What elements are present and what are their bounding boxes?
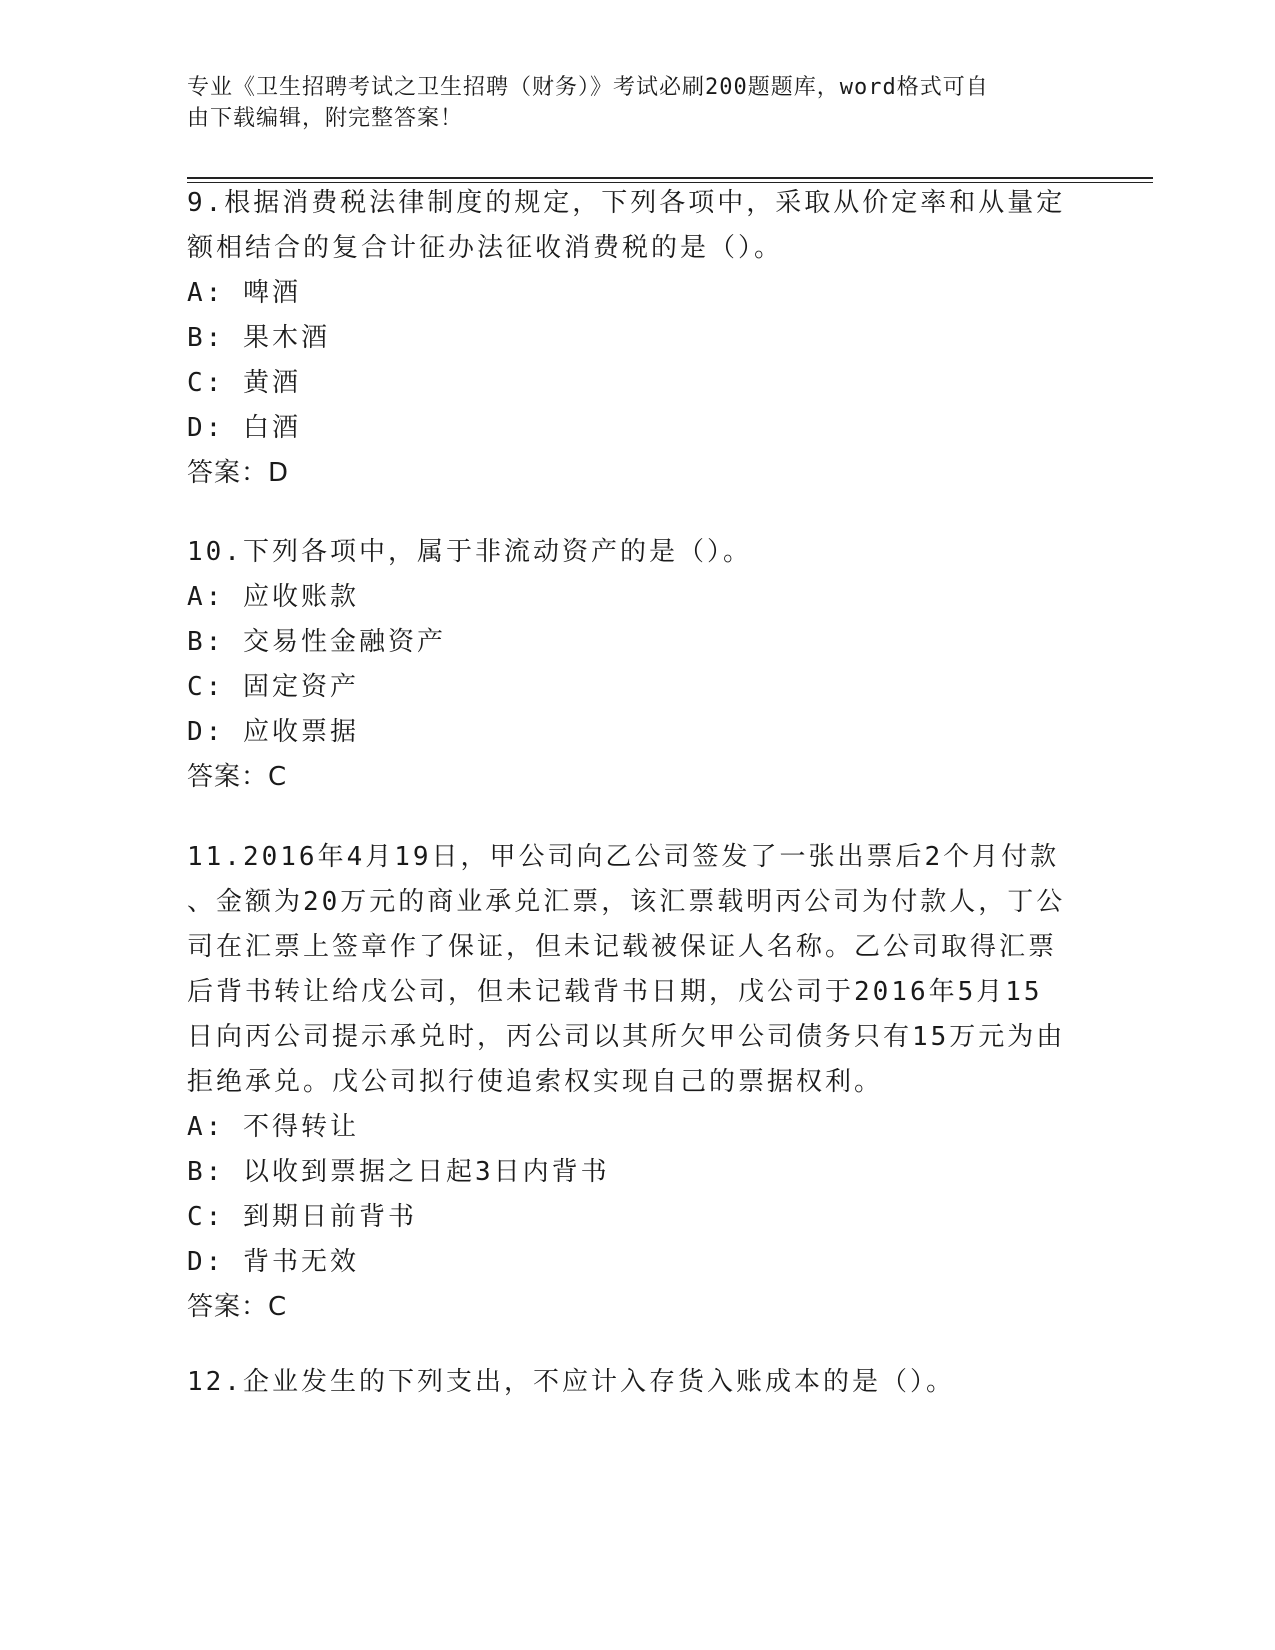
question-10 (187, 530, 1087, 800)
answer: 答案：C (187, 1292, 288, 1322)
question-text-line: 10.下列各项中，属于非流动资产的是（）。 (187, 537, 752, 567)
document-header (187, 72, 1067, 134)
option-d: D: 背书无效 (187, 1247, 359, 1277)
option-d: D: 白酒 (187, 413, 301, 443)
question-text-line: 拒绝承兑。戊公司拟行使追索权实现自己的票据权利。 (187, 1067, 884, 1097)
question-12 (187, 1360, 1087, 1405)
question-text-line: 、金额为20万元的商业承兑汇票，该汇票载明丙公司为付款人，丁公 (187, 887, 1066, 917)
option-a: A: 不得转让 (187, 1112, 359, 1142)
question-text-line: 日向丙公司提示承兑时，丙公司以其所欠甲公司债务只有15万元为由 (187, 1022, 1066, 1052)
option-b: B: 交易性金融资产 (187, 627, 446, 657)
option-b: B: 果木酒 (187, 323, 330, 353)
question-11 (187, 835, 1087, 1330)
option-d: D: 应收票据 (187, 717, 359, 747)
question-9 (187, 181, 1087, 496)
question-text-line: 司在汇票上签章作了保证，但未记载被保证人名称。乙公司取得汇票 (187, 932, 1058, 962)
question-text-line: 9.根据消费税法律制度的规定，下列各项中，采取从价定率和从量定 (187, 188, 1066, 218)
option-a: A: 应收账款 (187, 582, 359, 612)
question-text-line: 后背书转让给戊公司，但未记载背书日期，戊公司于2016年5月15 (187, 977, 1043, 1007)
header-line-1: 专业《卫生招聘考试之卫生招聘（财务）》考试必刷200题题库，word格式可自 (187, 75, 989, 100)
answer: 答案：C (187, 762, 288, 792)
header-divider-thick (187, 177, 1153, 179)
option-c: C: 固定资产 (187, 672, 359, 702)
option-a: A: 啤酒 (187, 278, 301, 308)
option-c: C: 到期日前背书 (187, 1202, 417, 1232)
option-b: B: 以收到票据之日起3日内背书 (187, 1157, 610, 1187)
header-line-2: 由下载编辑，附完整答案！ (187, 106, 464, 131)
question-text-line: 11.2016年4月19日，甲公司向乙公司签发了一张出票后2个月付款 (187, 842, 1060, 872)
question-text-line: 额相结合的复合计征办法征收消费税的是（）。 (187, 233, 784, 263)
answer: 答案：D (187, 458, 290, 488)
question-text-line: 12.企业发生的下列支出，不应计入存货入账成本的是（）。 (187, 1367, 955, 1397)
option-c: C: 黄酒 (187, 368, 301, 398)
